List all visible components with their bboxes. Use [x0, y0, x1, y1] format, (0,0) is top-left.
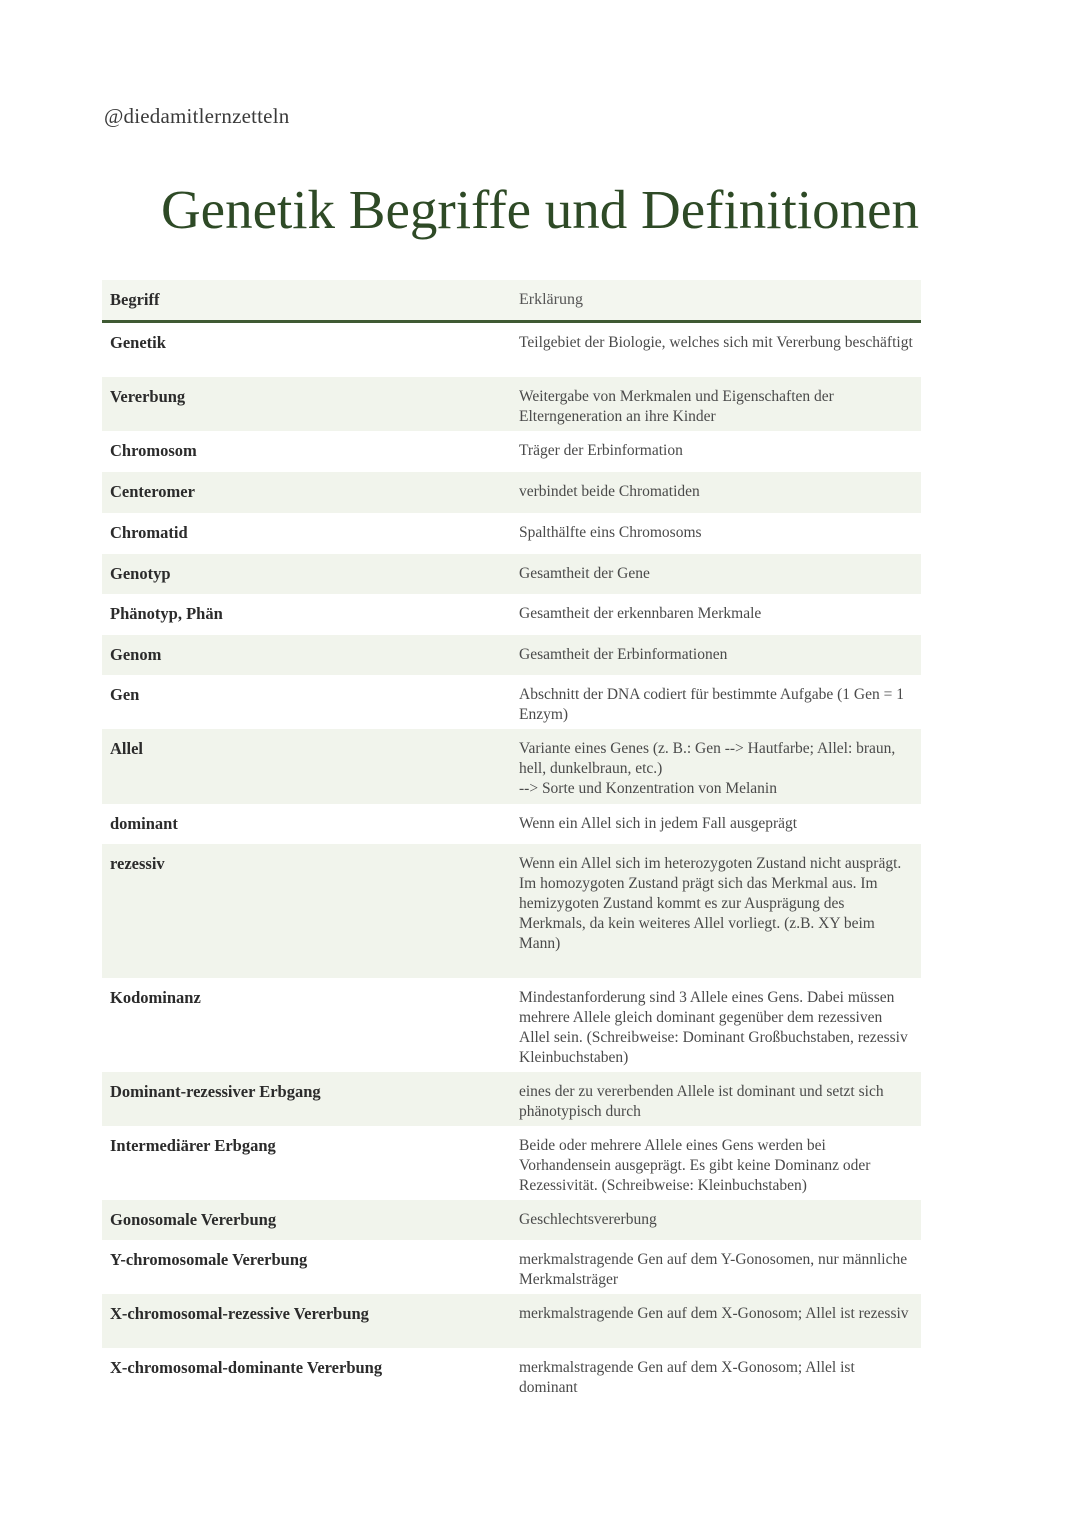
header-term: Begriff	[110, 290, 160, 309]
term-cell: Vererbung	[110, 387, 186, 406]
table-row	[102, 377, 921, 431]
term-cell: Chromatid	[110, 523, 188, 542]
definition-cell: Träger der Erbinformation	[519, 442, 683, 459]
term-cell: Y-chromosomale Vererbung	[110, 1250, 308, 1269]
table-header	[102, 280, 921, 323]
definition-cell: merkmalstragende Gen auf dem X-Gonosom; Allel ist dominant	[519, 1359, 855, 1396]
term-cell: rezessiv	[110, 854, 165, 873]
table-row	[102, 1348, 921, 1404]
table-row	[102, 1200, 921, 1240]
table-row	[102, 594, 921, 635]
term-cell: Gen	[110, 685, 140, 704]
table-row	[102, 513, 921, 554]
definition-cell: Spalthälfte eins Chromosoms	[519, 524, 702, 541]
term-cell: Kodominanz	[110, 988, 201, 1007]
definition-cell: Abschnitt der DNA codiert für bestimmte Aufgabe (1 Gen = 1 Enzym)	[519, 686, 904, 723]
table-row	[102, 675, 921, 729]
term-cell: Gonosomale Vererbung	[110, 1210, 277, 1229]
definition-cell: Weitergabe von Merkmalen und Eigenschaften der Elterngeneration an ihre Kinder	[519, 388, 834, 425]
term-cell: X-chromosomal-rezessive Vererbung	[110, 1304, 369, 1323]
definition-cell: Mindestanforderung sind 3 Allele eines Gens. Dabei müssen mehrere Allele gleich dominant gegenüber dem rezessiven Allel sein. (Schreibweise: Dominant Großbuchstaben, rezessiv Kleinbuchstaben)	[519, 989, 908, 1066]
definitions-table	[102, 280, 921, 1404]
table-row	[102, 472, 921, 513]
table-row	[102, 844, 921, 978]
table-row	[102, 554, 921, 594]
term-cell: Genom	[110, 645, 162, 664]
definition-cell: merkmalstragende Gen auf dem Y-Gonosomen, nur männliche Merkmalsträger	[519, 1251, 908, 1288]
term-cell: Chromosom	[110, 441, 197, 460]
table-row	[102, 1126, 921, 1200]
definition-cell: Geschlechtsvererbung	[519, 1211, 657, 1228]
definition-cell: Gesamtheit der erkennbaren Merkmale	[519, 605, 762, 622]
definition-cell: merkmalstragende Gen auf dem X-Gonosom; Allel ist rezessiv	[519, 1305, 909, 1322]
header-definition: Erklärung	[519, 291, 583, 308]
page-title: Genetik Begriffe und Definitionen	[160, 179, 920, 240]
definition-cell: Beide oder mehrere Allele eines Gens werden bei Vorhandensein ausgeprägt. Es gibt keine Dominanz oder Rezessivität. (Schreibweise: Kleinbuchstaben)	[519, 1137, 871, 1194]
table-row	[102, 1240, 921, 1294]
term-cell: Genetik	[110, 333, 166, 352]
definition-cell: Wenn ein Allel sich im heterozygoten Zustand nicht ausprägt. Im homozygoten Zustand prägt sich das Merkmal aus. Im hemizygoten Zustand kommt es zur Ausprägung des Merkmals, da kein weiteres Allel vorliegt. (z.B. XY beim Mann)	[519, 855, 902, 952]
term-cell: Dominant-rezessiver Erbgang	[110, 1082, 321, 1101]
definition-cell: Gesamtheit der Erbinformationen	[519, 646, 728, 663]
table-row	[102, 1072, 921, 1126]
table-row	[102, 635, 921, 675]
term-cell: Allel	[110, 739, 143, 758]
table-row	[102, 804, 921, 844]
definition-cell: Variante eines Genes (z. B.: Gen --> Hautfarbe; Allel: braun, hell, dunkelbraun, etc.) --> Sorte und Konzentration von Melanin	[519, 740, 896, 797]
definition-cell: Gesamtheit der Gene	[519, 565, 650, 582]
definition-cell: Wenn ein Allel sich in jedem Fall ausgeprägt	[519, 815, 798, 832]
table-row	[102, 978, 921, 1072]
term-cell: dominant	[110, 814, 178, 833]
definition-cell: verbindet beide Chromatiden	[519, 483, 700, 500]
table-row	[102, 323, 921, 377]
table-row	[102, 729, 921, 804]
term-cell: Centeromer	[110, 482, 195, 501]
term-cell: Genotyp	[110, 564, 171, 583]
author-handle: @diedamitlernzetteln	[104, 104, 290, 128]
definition-cell: eines der zu vererbenden Allele ist dominant und setzt sich phänotypisch durch	[519, 1083, 884, 1120]
definition-cell: Teilgebiet der Biologie, welches sich mit Vererbung beschäftigt	[519, 334, 913, 351]
term-cell: Intermediärer Erbgang	[110, 1136, 276, 1155]
term-cell: Phänotyp, Phän	[110, 604, 223, 623]
table-row	[102, 431, 921, 472]
table-row	[102, 1294, 921, 1348]
term-cell: X-chromosomal-dominante Vererbung	[110, 1358, 383, 1377]
